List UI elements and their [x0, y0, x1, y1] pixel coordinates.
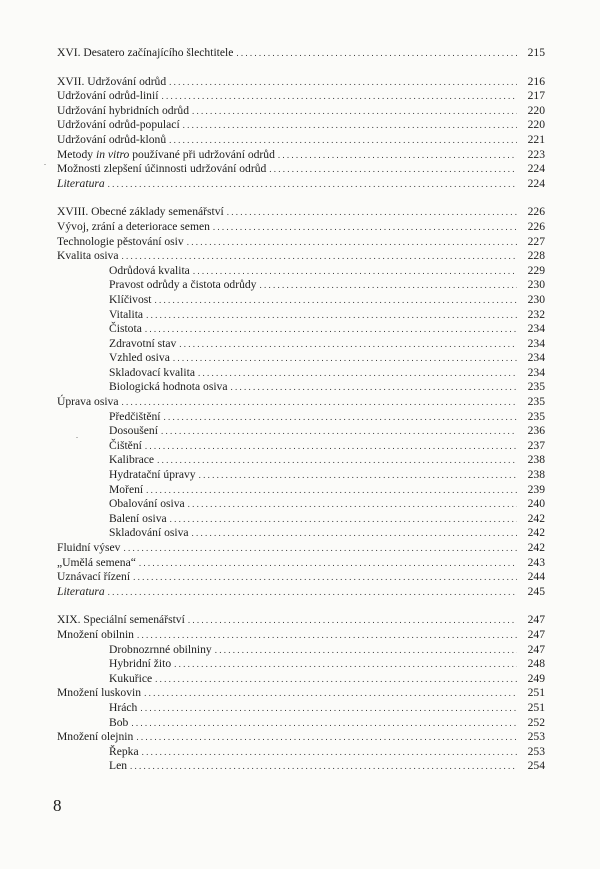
dot-leader [269, 162, 517, 177]
toc-entry [57, 395, 545, 410]
entry-page-number: 215 [527, 46, 545, 59]
dot-leader [108, 177, 517, 192]
entry-title: Biologická hodnota osiva [109, 380, 228, 394]
entry-title: Vzhled osiva [109, 351, 170, 365]
print-speck: . [44, 158, 46, 167]
toc-subentry [57, 483, 545, 498]
toc-entry [57, 89, 545, 104]
entry-page-number: 235 [527, 409, 545, 423]
toc-entry [57, 585, 545, 600]
toc-subentry [57, 322, 545, 337]
entry-page-number: 251 [527, 700, 545, 714]
entry-title: Balení osiva [109, 511, 167, 525]
dot-leader [164, 410, 517, 425]
print-speck: . [76, 431, 78, 440]
dot-leader [173, 351, 517, 366]
entry-title: Drobnozrnné obilniny [109, 642, 212, 656]
entry-page-number: 226 [527, 219, 545, 233]
toc-entry [57, 730, 545, 745]
entry-title: Množení luskovin [57, 686, 142, 700]
toc-entry [57, 205, 545, 220]
entry-page-number: 229 [527, 263, 545, 277]
entry-title: Udržování odrůd-linií [57, 89, 159, 103]
toc-subentry [57, 410, 545, 425]
dot-leader [192, 104, 517, 119]
entry-title: Úprava osiva [57, 395, 119, 409]
entry-page-number: 234 [527, 322, 545, 336]
entry-title: Skladování osiva [109, 526, 189, 540]
dot-leader [130, 759, 517, 774]
dot-leader [155, 293, 517, 308]
entry-page-number: 237 [527, 438, 545, 452]
entry-page-number: 220 [527, 103, 545, 117]
entry-page-number: 230 [527, 292, 545, 306]
entry-page-number: 247 [527, 613, 545, 627]
entry-title: XIX. Speciální semenářství [57, 613, 185, 627]
dot-leader [108, 585, 517, 600]
entry-title: Dosoušení [109, 424, 158, 438]
entry-title: Čištění [109, 438, 142, 452]
entry-page-number: 228 [527, 249, 545, 263]
entry-page-number: 238 [527, 453, 545, 467]
entry-title: Čistota [109, 322, 142, 336]
entry-title: Hybridní žito [109, 657, 172, 671]
toc-subentry [57, 512, 545, 527]
entry-title: Technologie pěstování osiv [57, 234, 184, 248]
entry-title: XVIII. Obecné základy semenářství [57, 205, 224, 219]
entry-page-number: 224 [527, 162, 545, 176]
entry-page-number: 240 [527, 497, 545, 511]
entry-title: Uznávací řízení [57, 570, 131, 584]
entry-page-number: 221 [527, 132, 545, 146]
entry-title: Fluidní výsev [57, 541, 121, 554]
entry-title: Udržování odrůd-populací [57, 118, 180, 132]
toc-section [57, 613, 545, 774]
entry-title-part: používané při udržování odrůd [129, 147, 275, 161]
entry-title: Udržování hybridních odrůd [57, 103, 190, 117]
toc-entry [57, 46, 545, 61]
dot-leader [146, 308, 517, 323]
dot-leader [227, 205, 517, 220]
entry-page-number: 252 [527, 715, 545, 729]
toc-entry [57, 628, 545, 643]
entry-page-number: 254 [527, 759, 545, 773]
entry-title: XVII. Udržování odrůd [57, 74, 167, 88]
entry-page-number: 235 [527, 380, 545, 394]
toc-subentry [57, 337, 545, 352]
section-gap [57, 191, 545, 205]
toc-entry [57, 104, 545, 119]
toc-entry [57, 249, 545, 264]
toc-section [57, 205, 545, 599]
dot-leader [146, 483, 517, 498]
dot-leader [215, 643, 517, 658]
entry-page-number: 226 [527, 205, 545, 219]
entry-title: Pravost odrůdy a čistota odrůdy [109, 278, 257, 292]
dot-leader [174, 657, 517, 672]
entry-page-number: 243 [527, 555, 545, 569]
entry-page-number: 247 [527, 642, 545, 656]
entry-title: Předčištění [109, 409, 161, 423]
toc-entry [57, 148, 545, 163]
toc-subentry [57, 264, 545, 279]
entry-page-number: 217 [527, 89, 545, 103]
entry-title: Kalibrace [109, 453, 155, 467]
toc-subentry [57, 380, 545, 395]
entry-page-number: 230 [527, 278, 545, 292]
entry-page-number: 227 [527, 234, 545, 248]
entry-title: Moření [109, 482, 144, 496]
dot-leader [278, 148, 517, 163]
dot-leader [188, 497, 517, 512]
page-number: 8 [53, 796, 62, 815]
entry-title-italic: in vitro [95, 147, 130, 161]
toc-entry [57, 162, 545, 177]
dot-leader [192, 526, 517, 541]
toc-subentry [57, 453, 545, 468]
toc-subentry [57, 351, 545, 366]
dot-leader [199, 468, 517, 483]
toc-subentry [57, 366, 545, 381]
dot-leader [236, 46, 517, 61]
entry-title: XVI. Desatero začínajícího šlechtitele [57, 46, 234, 59]
dot-leader [193, 264, 517, 279]
toc-entry [57, 541, 545, 556]
entry-title: „Umělá semena“ [57, 555, 136, 569]
entry-page-number: 234 [527, 336, 545, 350]
toc-section [57, 75, 545, 192]
dot-leader [169, 75, 517, 90]
section-gap [57, 599, 545, 613]
toc-subentry [57, 497, 545, 512]
dot-leader [170, 512, 517, 527]
toc-entry [57, 570, 545, 585]
entry-title [57, 148, 275, 163]
dot-leader [136, 730, 517, 745]
dot-leader [187, 235, 517, 250]
toc-entry [57, 220, 545, 235]
entry-title: Množení obilnin [57, 627, 134, 641]
dot-leader [155, 672, 517, 687]
toc-section [57, 46, 545, 61]
entry-page-number: 234 [527, 365, 545, 379]
entry-page-number: 239 [527, 482, 545, 496]
toc-entry [57, 686, 545, 701]
entry-title: Obalování osiva [109, 497, 185, 511]
entry-page-number: 245 [527, 584, 545, 598]
toc-entry [57, 118, 545, 133]
entry-title: Udržování odrůd-klonů [57, 132, 167, 146]
entry-page-number: 242 [527, 511, 545, 525]
table-of-contents [57, 46, 545, 774]
dot-leader [145, 322, 517, 337]
entry-title: Odrůdová kvalita [109, 263, 190, 277]
entry-page-number: 242 [527, 526, 545, 540]
dot-leader [122, 249, 518, 264]
entry-title: Vitalita [109, 307, 144, 321]
dot-leader [183, 118, 517, 133]
entry-title: Len [109, 759, 128, 773]
dot-leader [142, 745, 517, 760]
toc-entry [57, 556, 545, 571]
dot-leader [139, 556, 517, 571]
toc-subentry [57, 439, 545, 454]
toc-entry [57, 177, 545, 192]
entry-page-number: 238 [527, 468, 545, 482]
toc-subentry [57, 745, 545, 760]
entry-title: Vývoj, zrání a deteriorace semen [57, 219, 210, 233]
entry-page-number: 223 [527, 147, 545, 161]
entry-title: Kvalita osiva [57, 249, 119, 263]
dot-leader [198, 366, 517, 381]
entry-page-number: 234 [527, 351, 545, 365]
entry-page-number: 232 [527, 307, 545, 321]
dot-leader [122, 395, 518, 410]
dot-leader [161, 89, 517, 104]
toc-subentry [57, 308, 545, 323]
entry-page-number: 253 [527, 744, 545, 758]
dot-leader [123, 541, 517, 556]
dot-leader [188, 613, 517, 628]
section-gap [57, 61, 545, 75]
toc-entry [57, 235, 545, 250]
entry-page-number: 249 [527, 671, 545, 685]
entry-page-number: 248 [527, 657, 545, 671]
entry-title: Řepka [109, 744, 139, 758]
toc-subentry [57, 716, 545, 731]
entry-page-number: 251 [527, 686, 545, 700]
toc-subentry [57, 701, 545, 716]
entry-title: Literatura [57, 584, 105, 598]
toc-subentry [57, 424, 545, 439]
dot-leader [137, 628, 517, 643]
entry-page-number: 220 [527, 118, 545, 132]
toc-subentry [57, 278, 545, 293]
toc-subentry [57, 293, 545, 308]
entry-title: Literatura [57, 176, 105, 190]
toc-subentry [57, 468, 545, 483]
dot-leader [231, 380, 518, 395]
dot-leader [161, 424, 517, 439]
entry-title: Kukuřice [109, 671, 153, 685]
toc-subentry [57, 672, 545, 687]
entry-title-part: Metody [57, 147, 96, 161]
entry-title: Množení olejnin [57, 730, 134, 744]
dot-leader [179, 337, 517, 352]
dot-leader [131, 716, 517, 731]
dot-leader [157, 453, 517, 468]
toc-entry [57, 613, 545, 628]
entry-page-number: 244 [527, 570, 545, 584]
dot-leader [145, 439, 517, 454]
entry-page-number: 216 [527, 74, 545, 88]
entry-title: Zdravotní stav [109, 336, 177, 350]
dot-leader [259, 278, 517, 293]
toc-entry [57, 75, 545, 90]
dot-leader [133, 570, 517, 585]
entry-page-number: 242 [527, 541, 545, 554]
toc-subentry [57, 759, 545, 774]
toc-subentry [57, 643, 545, 658]
toc-subentry [57, 657, 545, 672]
entry-title: Možnosti zlepšení účinnosti udržování odrůd [57, 162, 267, 176]
entry-page-number: 236 [527, 424, 545, 438]
entry-title: Hrách [109, 700, 138, 714]
entry-page-number: 247 [527, 627, 545, 641]
entry-title: Klíčivost [109, 292, 152, 306]
entry-page-number: 235 [527, 395, 545, 409]
entry-title: Hydratační úpravy [109, 468, 196, 482]
dot-leader [169, 133, 517, 148]
toc-subentry [57, 526, 545, 541]
entry-page-number: 253 [527, 730, 545, 744]
toc-entry [57, 133, 545, 148]
entry-title: Bob [109, 715, 129, 729]
dot-leader [140, 701, 517, 716]
dot-leader [144, 686, 517, 701]
entry-page-number: 224 [527, 176, 545, 190]
entry-title: Skladovací kvalita [109, 365, 195, 379]
dot-leader [213, 220, 517, 235]
